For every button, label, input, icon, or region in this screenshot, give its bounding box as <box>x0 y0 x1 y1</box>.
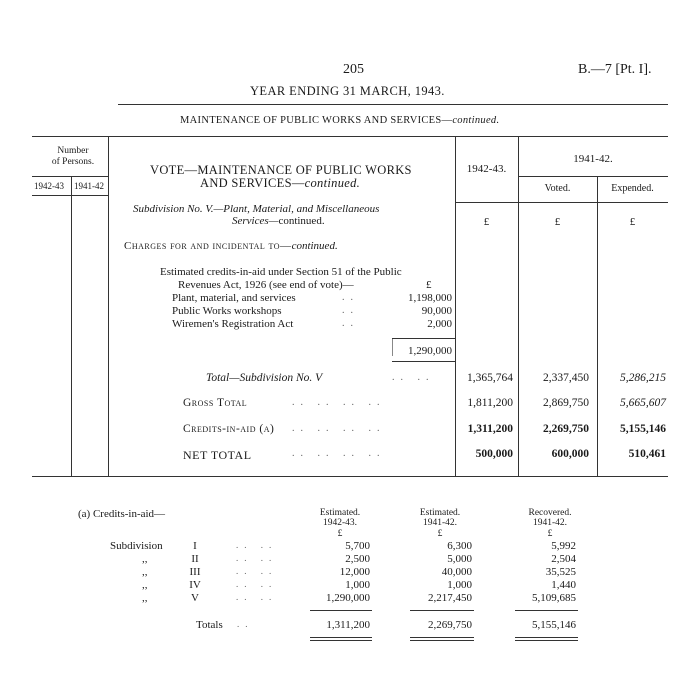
total-row-dots: .. .. .. .. <box>292 423 386 434</box>
col-header-voted: Voted. <box>544 183 571 194</box>
footnote-currency-2: £ <box>437 529 443 539</box>
currency-expended: £ <box>629 216 636 228</box>
section-title-continued: continued. <box>452 115 500 126</box>
footnote-row-dots: .. .. <box>236 553 278 563</box>
footnote-col1-line2: 1942-43. <box>322 518 358 528</box>
footnote-double-rule-3a <box>515 637 578 638</box>
subtotal-rule <box>392 361 455 362</box>
credits-line1: Estimated credits-in-aid under Section 51 of the Public <box>160 266 402 278</box>
persons-header-line2: of Persons. <box>51 157 95 167</box>
footnote-row-num: V <box>191 592 199 604</box>
total-row-1942: 1,365,764 <box>467 372 513 384</box>
charges-continued: continued. <box>291 240 338 252</box>
footnote-row-label: ,, <box>142 592 148 604</box>
persons-col-1941: 1941-42 <box>74 181 104 191</box>
persons-divider <box>71 176 72 476</box>
subdivision-line2-text: Services— <box>232 215 279 227</box>
credit-item-value: 1,198,000 <box>408 292 452 304</box>
credit-item-label: Public Works workshops <box>172 305 282 317</box>
total-row-dots: .. .. <box>392 372 435 383</box>
total-row-1942: 500,000 <box>475 448 513 460</box>
footnote-double-rule-1b <box>310 640 372 641</box>
footnote-row-est43: 1,000 <box>345 579 370 591</box>
footnote-row-est42: 5,000 <box>447 553 472 565</box>
total-row-expended: 510,461 <box>628 448 666 460</box>
page-number: 205 <box>343 62 364 77</box>
footnote-double-rule-3b <box>515 640 578 641</box>
footnote-row-label: ,, <box>142 579 148 591</box>
footnote-col3-line2: 1941-42. <box>532 518 568 528</box>
total-row-expended: 5,155,146 <box>620 423 666 435</box>
charges-text: Charges for and incidental to— <box>124 240 292 252</box>
footnote-totals-est42: 2,269,750 <box>428 619 472 631</box>
footnote-row-est43: 2,500 <box>345 553 370 565</box>
footnote-row-num: II <box>191 553 199 565</box>
total-row-label: NET TOTAL <box>183 448 252 462</box>
footnote-double-rule-1a <box>310 637 372 638</box>
footnote-double-rule-2a <box>410 637 474 638</box>
footnote-sum-rule-1 <box>310 610 372 611</box>
credit-item-label: Wiremen's Registration Act <box>172 318 294 330</box>
footnote-row-rec42: 5,109,685 <box>532 592 576 604</box>
table-top-rule <box>32 136 668 137</box>
vote-title-line2-text: AND SERVICES— <box>200 176 305 190</box>
total-row-label: Gross Total <box>183 397 248 409</box>
footnote-row-rec42: 1,440 <box>551 579 576 591</box>
subdivision-line2 <box>232 215 325 227</box>
footnote-row-label: Subdivision <box>110 540 163 552</box>
total-row-voted: 600,000 <box>551 448 589 460</box>
total-row-expended: 5,286,215 <box>620 372 666 384</box>
amount-header-rule <box>455 202 668 203</box>
total-row-label: Credits-in-aid (a) <box>183 423 275 435</box>
col-header-1942: 1942-43. <box>466 163 507 175</box>
footnote-totals-dots: .. <box>237 619 254 629</box>
col-header-expended: Expended. <box>611 183 654 194</box>
footnote-double-rule-2b <box>410 640 474 641</box>
persons-header-rule <box>32 176 108 177</box>
footnote-row-dots: .. .. <box>236 540 278 550</box>
footnote-row-est42: 1,000 <box>447 579 472 591</box>
footnote-row-dots: .. .. <box>236 566 278 576</box>
footnote-row-est43: 5,700 <box>345 540 370 552</box>
total-row-label: Total—Subdivision No. V <box>206 372 323 384</box>
top-rule <box>118 104 668 105</box>
table-bottom-rule <box>32 476 668 477</box>
footnote-title: (a) Credits-in-aid— <box>78 508 166 520</box>
footnote-row-rec42: 2,504 <box>551 553 576 565</box>
footnote-row-num: III <box>189 566 201 578</box>
vote-title-line2 <box>200 176 360 191</box>
footnote-col2-line2: 1941-42. <box>422 518 458 528</box>
col-header-1941: 1941-42. <box>573 153 613 165</box>
footnote-sum-rule-2 <box>410 610 474 611</box>
footnote-row-est42: 2,217,450 <box>428 592 472 604</box>
footnote-totals-label: Totals <box>196 619 223 631</box>
credits-subtotal: 1,290,000 <box>408 345 452 357</box>
document-ref: B.—7 [Pt. I]. <box>578 62 652 77</box>
footnote-currency-3: £ <box>547 529 553 539</box>
total-row-1942: 1,311,200 <box>467 423 513 435</box>
footnote-row-est42: 6,300 <box>447 540 472 552</box>
footnote-sum-rule-3 <box>515 610 578 611</box>
footnote-row-est43: 12,000 <box>339 566 370 578</box>
section-title-text: MAINTENANCE OF PUBLIC WORKS AND SERVICES— <box>180 115 453 126</box>
persons-col-1942: 1942-43 <box>34 181 64 191</box>
footnote-row-rec42: 5,992 <box>551 540 576 552</box>
footnote-row-dots: .. .. <box>236 579 278 589</box>
persons-header-line1: Number <box>57 146 89 156</box>
footnote-col3-line1: Recovered. <box>528 508 572 518</box>
total-row-dots: .. .. .. .. <box>292 397 386 408</box>
year1941-header-rule <box>518 176 668 177</box>
persons-subheader-rule <box>32 195 108 196</box>
footnote-row-dots: .. .. <box>236 592 278 602</box>
total-row-dots: .. .. .. .. <box>292 448 386 459</box>
currency-1942: £ <box>483 216 490 228</box>
footnote-row-rec42: 35,525 <box>545 566 576 578</box>
footnote-row-label: ,, <box>142 566 148 578</box>
footnote-row-est42: 40,000 <box>441 566 472 578</box>
credits-line2: Revenues Act, 1926 (see end of vote)— <box>178 279 354 291</box>
footnote-row-est43: 1,290,000 <box>326 592 370 604</box>
credit-item-dots: .. <box>342 292 359 303</box>
subdivision-line2-continued: continued. <box>278 215 325 227</box>
footnote-totals-rec42: 5,155,146 <box>532 619 576 631</box>
section-title <box>180 115 499 126</box>
credit-item-dots: .. <box>342 305 359 316</box>
credit-item-value: 2,000 <box>427 318 452 330</box>
credit-item-dots: .. <box>342 318 359 329</box>
total-row-voted: 2,337,450 <box>543 372 589 384</box>
credit-item-value: 90,000 <box>421 305 452 317</box>
footnote-row-num: I <box>193 540 197 552</box>
credits-currency: £ <box>426 279 432 291</box>
footnote-col1-line1: Estimated. <box>319 508 361 518</box>
currency-voted: £ <box>554 216 561 228</box>
vote-title-line1: VOTE—MAINTENANCE OF PUBLIC WORKS <box>150 163 412 177</box>
total-row-expended: 5,665,607 <box>620 397 666 409</box>
footnote-col2-line1: Estimated. <box>419 508 461 518</box>
credits-sum-rule <box>392 338 455 339</box>
year-heading: YEAR ENDING 31 MARCH, 1943. <box>250 84 445 98</box>
total-row-voted: 2,869,750 <box>543 397 589 409</box>
footnote-currency-1: £ <box>337 529 343 539</box>
subdivision-line1: Subdivision No. V.—Plant, Material, and Miscellaneous <box>133 203 380 215</box>
footnote-row-label: ,, <box>142 553 148 565</box>
vote-title-continued: continued. <box>304 176 361 190</box>
footnote-row-num: IV <box>189 579 201 591</box>
footnote-totals-est43: 1,311,200 <box>326 619 370 631</box>
total-row-1942: 1,811,200 <box>467 397 513 409</box>
persons-right-border <box>108 136 109 476</box>
total-row-voted: 2,269,750 <box>543 423 589 435</box>
charges-heading <box>124 240 338 252</box>
credit-item-label: Plant, material, and services <box>172 292 296 304</box>
